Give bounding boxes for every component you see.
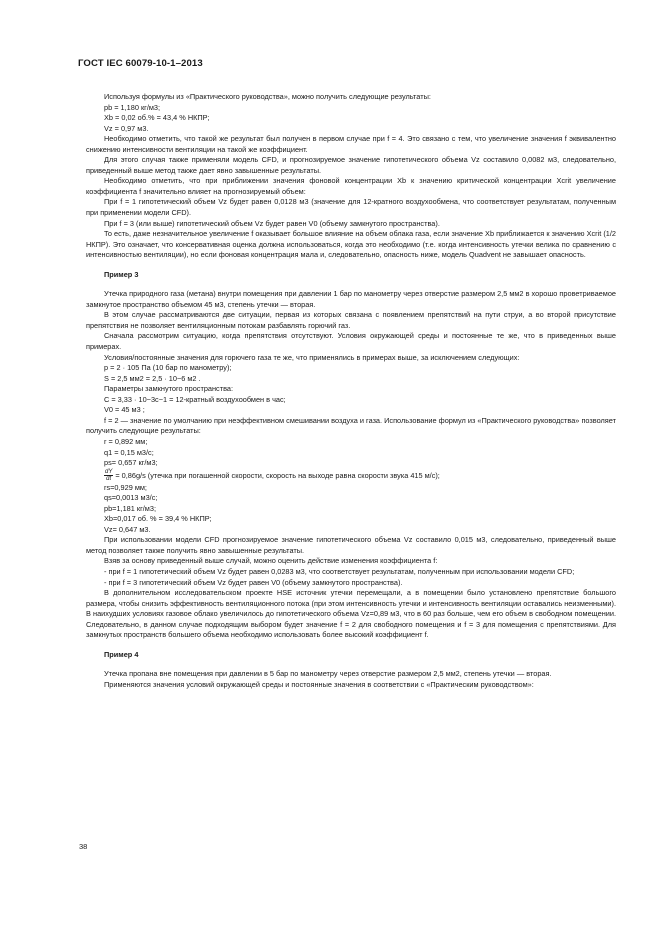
- paragraph: Взяв за основу приведенный выше случай, можно оценить действие изменения коэффициента f:: [104, 556, 438, 566]
- parameter-line: C = 3,33 · 10−3с−1 = 12-кратный воздухообмен в час;: [104, 394, 286, 404]
- paragraph: В этом случае рассматриваются две ситуации, первая из которых связана с появлением препятствий на пути струи, а во второй присутствие препятствия не позволяет вентиляционным потокам разбавлять горючий газ.: [86, 310, 616, 330]
- page-body: [86, 92, 616, 690]
- result-line: pb=1,181 кг/м3;: [104, 503, 156, 513]
- result-line: Vz = 0,97 м3.: [104, 123, 149, 133]
- paragraph: Утечка пропана вне помещения при давлении в 5 бар по манометру через отверстие размером 2,5 мм2, степень утечки — вторая.: [104, 669, 552, 679]
- paragraph: - при f = 3 гипотетический объем Vz будет равен V0 (объему замкнутого пространства).: [104, 577, 403, 587]
- result-line: r = 0,892 мм;: [104, 436, 148, 446]
- parameter-line: S = 2,5 мм2 = 2,5 · 10−6 м2 .: [104, 373, 201, 383]
- standard-header: ГОСТ IEC 60079-10-1–2013: [78, 58, 203, 69]
- example-heading: Пример 3: [104, 269, 139, 279]
- spacer: [86, 261, 616, 270]
- paragraph: При f = 1 гипотетический объем Vz будет равен 0,0128 м3 (значение для 12-кратного воздухообмена, что соответствует результатам, полученным при применении модели CFD).: [86, 197, 616, 218]
- result-line: Xb=0,017 об. % = 39,4 % НКПР;: [104, 514, 212, 524]
- paragraph: Сначала рассмотрим ситуацию, когда препятствия отсутствуют. Условия окружающей среды и постоянные те же, что в приведенных выше примерах.: [86, 331, 616, 352]
- paragraph: При f = 3 (или выше) гипотетический объем Vz будет равен V0 (объему замкнутого пространства).: [104, 218, 440, 228]
- spacer: [86, 280, 616, 289]
- paragraph: Необходимо отметить, что при приближении значения фоновой концентрации Xb к значению критической концентрации Xcrit увеличение коэффициента f значительно влияет на прогнозируемый объем:: [86, 176, 616, 196]
- paragraph: При использовании модели CFD прогнозируемое значение гипотетического объема Vz составило 0,015 м3, следовательно, приведенный выше метод позволяет также получить явно завышенные результаты.: [86, 535, 616, 555]
- derivative-fraction: [104, 469, 113, 483]
- page-number: 38: [79, 842, 88, 851]
- result-line: rs=0,929 мм;: [104, 482, 147, 492]
- formula-line: [104, 469, 616, 483]
- formula-text: = 0,86g/s (утечка при погашенной скорости, скорость на выходе равна скорости звука 415 м/с);: [115, 470, 440, 480]
- paragraph: Условия/постоянные значения для горючего газа те же, что применялись в примерах выше, за исключением следующих:: [104, 352, 520, 362]
- parameter-line: p = 2 · 105 Па (10 бар по манометру);: [104, 363, 232, 373]
- paragraph: В дополнительном исследовательском проекте HSE источник утечки перемещали, а в помещении было установлено препятствие большого размера, чтобы снизить эффективность вентиляционного потока (при этом интенсивность утечки и интенсивность вентиляции оставались неизменными). В наихудших условиях газовое облако увеличилось до гипотетического объема Vz=0,89 м3, что в 60 раз больше, чем его объем в свободном помещении. Следовательно, в данном случае подходящим выбором будет значение f = 2 для свободного помещения и f = 3 для помещения с препятствиями. Для замкнутых пространств большего объема необходимо использовать более высокий коэффициент f.: [86, 588, 616, 640]
- fraction-denominator: dt: [106, 476, 112, 483]
- paragraph: Утечка природного газа (метана) внутри помещения при давлении 1 бар по манометру через отверстие размером 2,5 мм2 в хорошо проветриваемое замкнутое пространство объемом 45 м3, степень утечки — вторая.: [86, 289, 616, 309]
- result-line: qs=0,0013 м3/с;: [104, 493, 158, 503]
- paragraph: Применяются значения условий окружающей среды и постоянные значения в соответствии с «Практическим руководством»:: [104, 679, 534, 689]
- result-line: pb = 1,180 кг/м3;: [104, 102, 161, 112]
- paragraph: То есть, даже незначительное увеличение f оказывает большое влияние на объем облака газа, если значение Xb приближается к значению Xcrit (1/2 НКПР). Это означает, что консервативная оценка должна использоваться, когда это необходимо (т.е. когда интенсивность утечки велика по сравнению с интенсивностью вентиляции), но если фоновая концентрация мала и, следовательно, опасность ниже, модель Quadvent не завышает опасность.: [86, 229, 616, 260]
- spacer: [86, 660, 616, 669]
- example-heading: Пример 4: [104, 649, 139, 659]
- spacer: [86, 641, 616, 650]
- paragraph: Необходимо отметить, что такой же результат был получен в первом случае при f = 4. Это связано с тем, что увеличение значения f эквивалентно снижению интенсивности вентиляции на такой же коэффициент.: [86, 134, 616, 154]
- result-line: q1 = 0,15 м3/с;: [104, 447, 154, 457]
- parameter-line: V0 = 45 м3 ;: [104, 405, 145, 415]
- parameter-line: Параметры замкнутого пространства:: [104, 384, 234, 394]
- result-line: Vz= 0,647 м3.: [104, 524, 151, 534]
- paragraph: Для этого случая также применяли модель CFD, и прогнозируемое значение гипотетического объема Vz составило 0,0082 м3, следовательно, приведенный выше метод также дает явно завышенные результаты.: [86, 155, 616, 175]
- result-line: Xb = 0,02 об.% = 43,4 % НКПР;: [104, 113, 210, 123]
- paragraph: - при f = 1 гипотетический объем Vz будет равен 0,0283 м3, что соответствует результатам, полученным при использовании модели CFD;: [104, 566, 575, 576]
- result-line: ps= 0,657 кг/м3;: [104, 458, 158, 468]
- fraction-numerator: dY: [105, 468, 113, 475]
- paragraph: f = 2 — значение по умолчанию при неэффективном смешивании воздуха и газа. Использование формул из «Практического руководства» позволяет получить следующие результаты:: [86, 415, 616, 436]
- paragraph: Используя формулы из «Практического руководства», можно получить следующие результаты:: [104, 92, 431, 101]
